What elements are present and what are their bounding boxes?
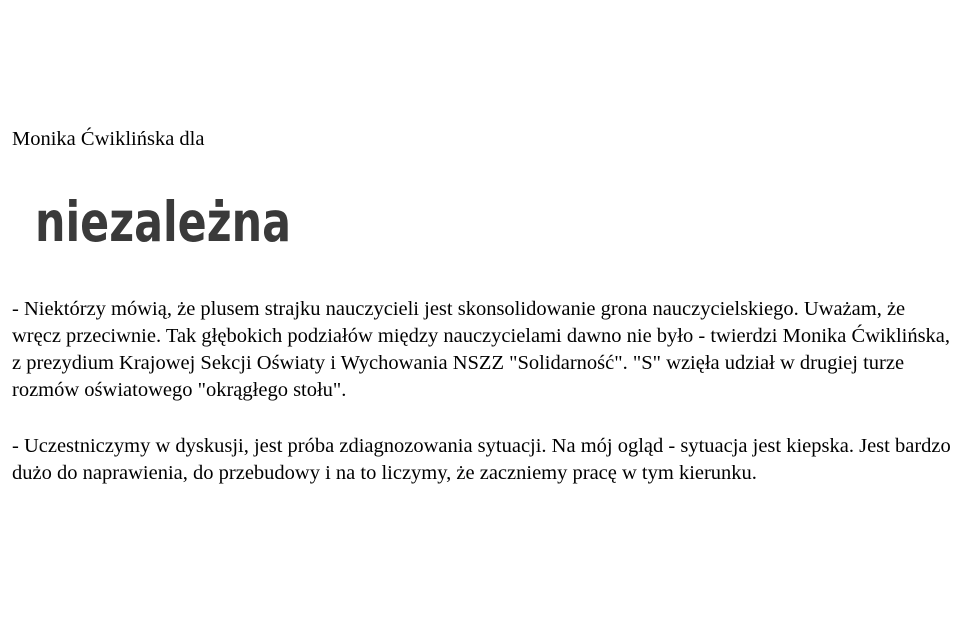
article-paragraph-1: - Niektórzy mówią, że plusem strajku nauczycieli jest skonsolidowanie grona nauczycielskiego. Uważam, że wręcz przeciwnie. Tak głębokich podziałów między nauczycielami dawno nie było - twierdzi Monika Ćwiklińska, z prezydium Krajowej Sekcji Oświaty i Wychowania NSZZ "Solidarność". "S" wzięła udział w drugiej turze rozmów oświatowego "okrągłego stołu". [12,298,951,401]
logo-wordmark: niezależna [35,190,291,254]
niezalezna-logo [35,183,305,255]
byline: Monika Ćwiklińska dla [12,128,205,150]
niezalezna-logo-image [35,183,305,255]
article-paragraph-2: - Uczestniczymy w dyskusji, jest próba zdiagnozowania sytuacji. Na mój ogląd - sytuacja jest kiepska. Jest bardzo dużo do naprawienia, do przebudowy i na to liczymy, że zaczniemy pracę w tym kierunku. [12,435,951,484]
